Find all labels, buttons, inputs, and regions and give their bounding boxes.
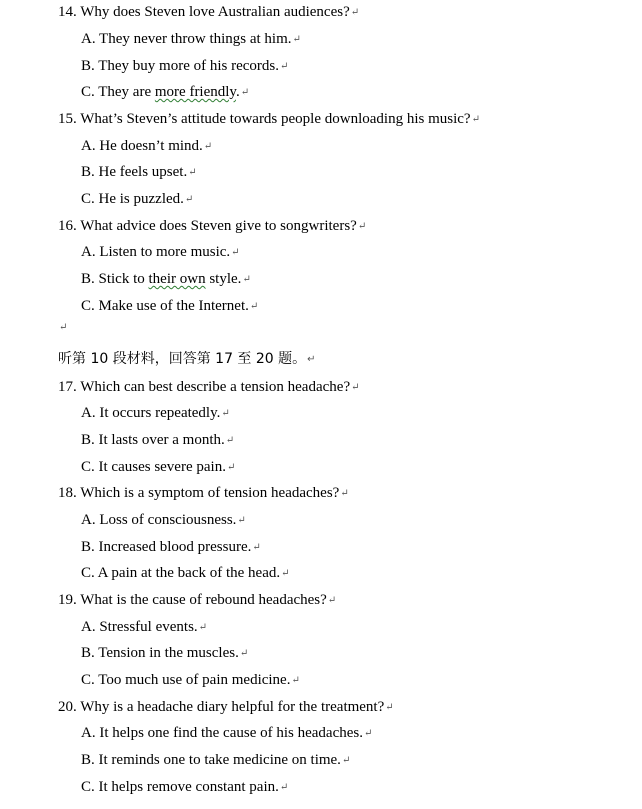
option-19-c xyxy=(81,671,300,690)
option-text: B. They buy more of his records. xyxy=(81,58,280,74)
paragraph-mark-icon: ↵ xyxy=(385,702,394,713)
question-stem: 14. Why does Steven love Australian audiences? xyxy=(58,4,350,20)
option-text: A. Stressful events. xyxy=(81,619,198,635)
option-text: C. Too much use of pain medicine. xyxy=(81,672,291,688)
option-15-b xyxy=(81,163,197,182)
paragraph-mark-icon: ↵ xyxy=(364,728,373,739)
paragraph-mark-icon: ↵ xyxy=(59,322,68,333)
option-14-c xyxy=(81,83,249,102)
question-stem: 17. Which can best describe a tension headache? xyxy=(58,379,351,395)
question-18 xyxy=(58,484,349,503)
option-20-a xyxy=(81,724,372,743)
option-16-b xyxy=(81,270,251,289)
option-text: A. He doesn’t mind. xyxy=(81,138,203,154)
question-20 xyxy=(58,698,394,717)
question-19 xyxy=(58,591,336,610)
paragraph-mark-icon: ↵ xyxy=(198,622,208,633)
option-15-c xyxy=(81,190,193,209)
question-17 xyxy=(58,378,360,397)
paragraph-mark-icon: ↵ xyxy=(240,87,250,98)
option-text: C. He is puzzled. xyxy=(81,191,184,207)
option-text: B. Increased blood pressure. xyxy=(81,539,252,555)
option-18-b xyxy=(81,538,261,557)
section-heading-text: 听第 10 段材料，回答第 17 至 20 题。 xyxy=(58,351,307,367)
option-text: C. It causes severe pain. xyxy=(81,459,226,475)
option-16-c xyxy=(81,297,258,316)
paragraph-mark-icon: ↵ xyxy=(307,354,316,365)
option-text: C. It helps remove constant pain. xyxy=(81,779,279,795)
question-15 xyxy=(58,110,480,129)
option-18-c xyxy=(81,564,290,583)
paragraph-mark-icon: ↵ xyxy=(280,61,289,72)
option-text: C. A pain at the back of the head. xyxy=(81,565,281,581)
option-text-end: . xyxy=(235,84,240,100)
option-text: C. Make use of the Internet. xyxy=(81,298,249,314)
option-19-b xyxy=(81,644,248,663)
option-text-end: style. xyxy=(205,271,242,287)
option-16-a xyxy=(81,243,240,262)
question-stem: 19. What is the cause of rebound headaches? xyxy=(58,592,327,608)
option-text-start: B. Stick to xyxy=(81,271,149,287)
question-stem: 15. What’s Steven’s attitude towards people downloading his music? xyxy=(58,111,471,127)
option-19-a xyxy=(81,618,207,637)
paragraph-mark-icon: ↵ xyxy=(340,488,349,499)
paragraph-mark-icon: ↵ xyxy=(249,301,259,312)
paragraph-mark-icon: ↵ xyxy=(292,34,301,45)
paragraph-mark-icon: ↵ xyxy=(239,648,249,659)
grammar-flagged-text: more friendly xyxy=(154,84,236,100)
option-text: A. Listen to more music. xyxy=(81,244,231,260)
question-stem: 16. What advice does Steven give to songwriters? xyxy=(58,218,357,234)
paragraph-mark-icon: ↵ xyxy=(252,542,261,553)
option-14-a xyxy=(81,30,301,49)
question-14 xyxy=(58,3,359,22)
option-20-c xyxy=(81,778,288,797)
paragraph-mark-icon: ↵ xyxy=(351,382,360,393)
paragraph-mark-icon: ↵ xyxy=(291,675,300,686)
section-heading xyxy=(58,350,316,369)
question-stem: 18. Which is a symptom of tension headaches? xyxy=(58,485,340,501)
paragraph-mark-icon: ↵ xyxy=(357,221,367,232)
option-text: B. It reminds one to take medicine on time. xyxy=(81,752,341,768)
option-text: A. It helps one find the cause of his headaches. xyxy=(81,725,363,741)
option-15-a xyxy=(81,137,212,156)
question-stem: 20. Why is a headache diary helpful for the treatment? xyxy=(58,699,385,715)
option-17-c xyxy=(81,458,235,477)
option-text: B. He feels upset. xyxy=(81,164,188,180)
paragraph-mark-icon: ↵ xyxy=(203,141,213,152)
option-text-start: C. They are xyxy=(81,84,155,100)
option-14-b xyxy=(81,57,288,76)
paragraph-mark-icon: ↵ xyxy=(225,435,235,446)
paragraph-mark-icon: ↵ xyxy=(226,462,236,473)
option-text: A. It occurs repeatedly. xyxy=(81,405,221,421)
paragraph-mark-icon: ↵ xyxy=(188,167,197,178)
paragraph-mark-icon: ↵ xyxy=(242,274,251,285)
paragraph-mark-icon: ↵ xyxy=(279,782,289,793)
option-18-a xyxy=(81,511,246,530)
grammar-flagged-text: their own xyxy=(148,271,206,287)
paragraph-mark-icon: ↵ xyxy=(341,755,351,766)
option-text: A. They never throw things at him. xyxy=(81,31,292,47)
option-text: B. Tension in the muscles. xyxy=(81,645,239,661)
question-16 xyxy=(58,217,366,236)
paragraph-mark-icon: ↵ xyxy=(221,408,230,419)
paragraph-mark-icon: ↵ xyxy=(327,595,337,606)
paragraph-mark-icon: ↵ xyxy=(237,515,246,526)
paragraph-mark-icon: ↵ xyxy=(184,194,194,205)
option-text: A. Loss of consciousness. xyxy=(81,512,237,528)
paragraph-mark-icon: ↵ xyxy=(350,7,360,18)
option-17-a xyxy=(81,404,230,423)
option-20-b xyxy=(81,751,350,770)
option-text: B. It lasts over a month. xyxy=(81,432,225,448)
option-17-b xyxy=(81,431,234,450)
paragraph-mark-icon: ↵ xyxy=(281,568,290,579)
paragraph-mark-icon: ↵ xyxy=(231,247,240,258)
empty-paragraph xyxy=(58,318,67,337)
paragraph-mark-icon: ↵ xyxy=(471,114,480,125)
